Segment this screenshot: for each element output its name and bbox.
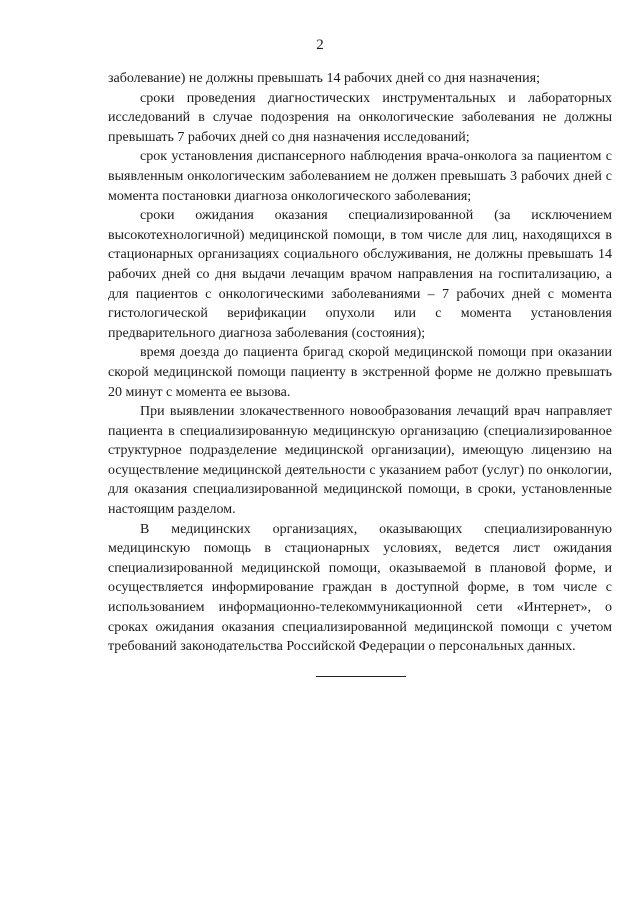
paragraph-oncology-referral: При выявлении злокачественного новообразования лечащий врач направляет пациента в специализированную медицинскую организацию (специализированное структурное подразделение медицинской организации), имеющую лицензию на осуществление медицинской деятельности с указанием работ (услуг) по онкологии, для оказания специализированной медицинской помощи, в сроки, установленные настоящим разделом.	[108, 404, 612, 518]
paragraph-waiting-list: В медицинских организациях, оказывающих специализированную медицинскую помощь в стационарных условиях, ведется лист ожидания специализированной медицинской помощи, оказываемой в плановой форме, и осуществляется информирование граждан в доступной форме, в том числе с использованием информационно-телекоммуникационной сети «Интернет», о сроках ожидания оказания специализированной медицинской помощи с учетом требований законодательства Российской Федерации о персональных данных.	[108, 521, 612, 655]
paragraph-diagnostics-deadline: сроки проведения диагностических инструментальных и лабораторных исследований в случае подозрения на онкологические заболевания не должны превышать 7 рабочих дней со дня назначения исследований;	[108, 90, 612, 145]
paragraph-dispensary-observation: срок установления диспансерного наблюдения врача-онколога за пациентом с выявленным онкологическим заболеванием не должен превышать 3 рабочих дней с момента постановки диагноза онкологического заболевания;	[108, 149, 612, 204]
page-number: 2	[316, 37, 324, 53]
end-divider	[316, 676, 406, 677]
document-body	[108, 69, 612, 657]
paragraph-ambulance-arrival: время доезда до пациента бригад скорой медицинской помощи при оказании скорой медицинской помощи пациенту в экстренной форме не должно превышать 20 минут с момента ее вызова.	[108, 345, 612, 400]
paragraph-continuation: заболевание) не должны превышать 14 рабочих дней со дня назначения;	[108, 71, 540, 86]
paragraph-specialized-care-wait: сроки ожидания оказания специализированной (за исключением высокотехнологичной) медицинской помощи, в том числе для лиц, находящихся в стационарных организациях социального обслуживания, не должны превышать 14 рабочих дней со дня выдачи лечащим врачом направления на госпитализацию, а для пациентов с онкологическими заболеваниями – 7 рабочих дней с момента гистологической верификации опухоли или с момента установления предварительного диагноза заболевания (состояния);	[108, 208, 612, 341]
